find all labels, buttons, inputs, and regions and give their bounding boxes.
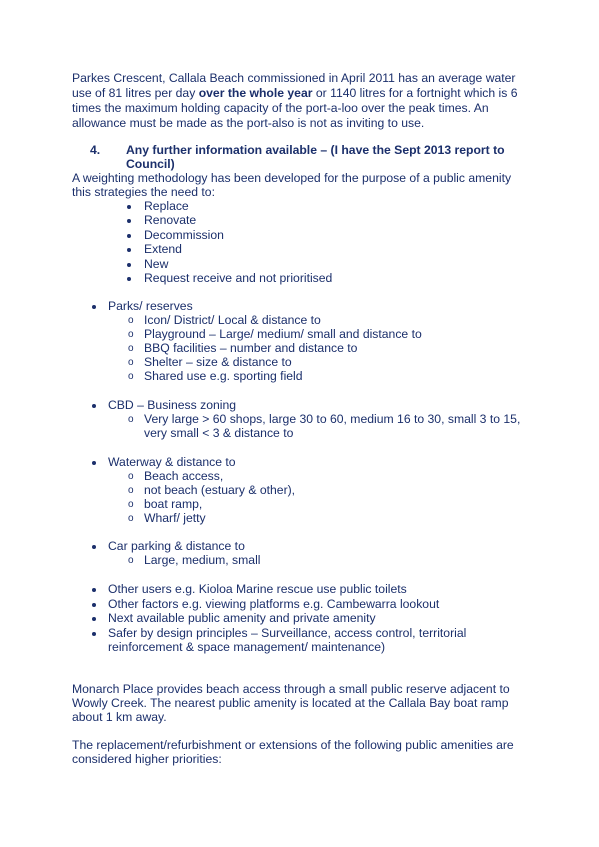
criteria-cbd-label: CBD – Business zoning: [108, 398, 237, 412]
list-item: Replace: [144, 199, 189, 213]
intro-text: use of 81 litres per day: [72, 86, 199, 100]
bullet-icon: [127, 219, 131, 223]
criteria-safer-line-2: reinforcement & space management/ maintenance): [108, 640, 386, 654]
methodology-line-2: this strategies the need to:: [72, 185, 215, 199]
methodology-line-1: A weighting methodology has been developed for the purpose of a public amenity: [72, 171, 512, 185]
circle-bullet-icon: o: [128, 555, 134, 566]
criteria-car-label: Car parking & distance to: [108, 539, 245, 553]
sub-list-item: Shelter – size & distance to: [144, 355, 292, 369]
bullet-icon: [92, 461, 96, 465]
sub-list-item: BBQ facilities – number and distance to: [144, 341, 358, 355]
intro-line-4: allowance must be made as the port-also is not as inviting to use.: [72, 116, 425, 130]
intro-emphasis: over the whole year: [198, 86, 313, 100]
closing-line-1: The replacement/refurbishment or extensions of the following public amenities are: [72, 738, 514, 752]
bullet-icon: [92, 632, 96, 636]
sub-list-item: Large, medium, small: [144, 553, 261, 567]
list-item: New: [144, 257, 169, 271]
bullet-icon: [92, 545, 96, 549]
sub-list-item: Wharf/ jetty: [144, 511, 206, 525]
section-number: 4.: [90, 143, 101, 157]
bullet-icon: [127, 248, 131, 252]
bullet-icon: [127, 263, 131, 267]
bullet-icon: [92, 588, 96, 592]
circle-bullet-icon: o: [128, 513, 134, 524]
circle-bullet-icon: o: [128, 329, 134, 340]
list-item: Request receive and not prioritised: [144, 271, 333, 285]
intro-line-2: [72, 86, 518, 100]
monarch-line-3: about 1 km away.: [72, 710, 167, 724]
bullet-icon: [92, 404, 96, 408]
circle-bullet-icon: o: [128, 485, 134, 496]
list-item: Extend: [144, 242, 182, 256]
list-item: Decommission: [144, 228, 224, 242]
list-item: Renovate: [144, 213, 197, 227]
circle-bullet-icon: o: [128, 414, 134, 425]
circle-bullet-icon: o: [128, 471, 134, 482]
criteria-other-item: Next available public amenity and private amenity: [108, 611, 376, 625]
sub-list-item: Very large > 60 shops, large 30 to 60, medium 16 to 30, small 3 to 15,: [144, 412, 521, 426]
sub-list-item: Playground – Large/ medium/ small and distance to: [144, 327, 422, 341]
bullet-icon: [92, 617, 96, 621]
criteria-waterway-label: Waterway & distance to: [108, 455, 236, 469]
sub-list-item: boat ramp,: [144, 497, 203, 511]
section-heading-line-1: Any further information available – (I have the Sept 2013 report to: [126, 143, 505, 157]
circle-bullet-icon: o: [128, 357, 134, 368]
sub-list-item: Shared use e.g. sporting field: [144, 369, 303, 383]
sub-list-item: not beach (estuary & other),: [144, 483, 296, 497]
bullet-icon: [92, 305, 96, 309]
bullet-icon: [127, 234, 131, 238]
criteria-other-item: Other users e.g. Kioloa Marine rescue use public toilets: [108, 582, 407, 596]
criteria-safer-line-1: Safer by design principles – Surveillance, access control, territorial: [108, 626, 467, 640]
bullet-icon: [127, 205, 131, 209]
closing-line-2: considered higher priorities:: [72, 752, 222, 766]
bullet-icon: [127, 277, 131, 281]
criteria-other-item: Other factors e.g. viewing platforms e.g. Cambewarra lookout: [108, 597, 440, 611]
intro-line-3: times the maximum holding capacity of the port-a-loo over the peak times. An: [72, 101, 489, 115]
circle-bullet-icon: o: [128, 499, 134, 510]
sub-list-item: Icon/ District/ Local & distance to: [144, 313, 321, 327]
section-heading-line-2: Council): [126, 157, 175, 171]
circle-bullet-icon: o: [128, 315, 134, 326]
criteria-parks-label: Parks/ reserves: [108, 299, 193, 313]
sub-list-item: Beach access,: [144, 469, 224, 483]
bullet-icon: [92, 603, 96, 607]
intro-line-1: Parkes Crescent, Callala Beach commissioned in April 2011 has an average water: [72, 71, 516, 85]
intro-text: or 1140 litres for a fortnight which is 6: [312, 86, 518, 100]
circle-bullet-icon: o: [128, 343, 134, 354]
monarch-line-2: Wowly Creek. The nearest public amenity is located at the Callala Bay boat ramp: [72, 696, 509, 710]
monarch-line-1: Monarch Place provides beach access through a small public reserve adjacent to: [72, 682, 510, 696]
sub-list-item-continued: very small < 3 & distance to: [144, 426, 294, 440]
circle-bullet-icon: o: [128, 371, 134, 382]
